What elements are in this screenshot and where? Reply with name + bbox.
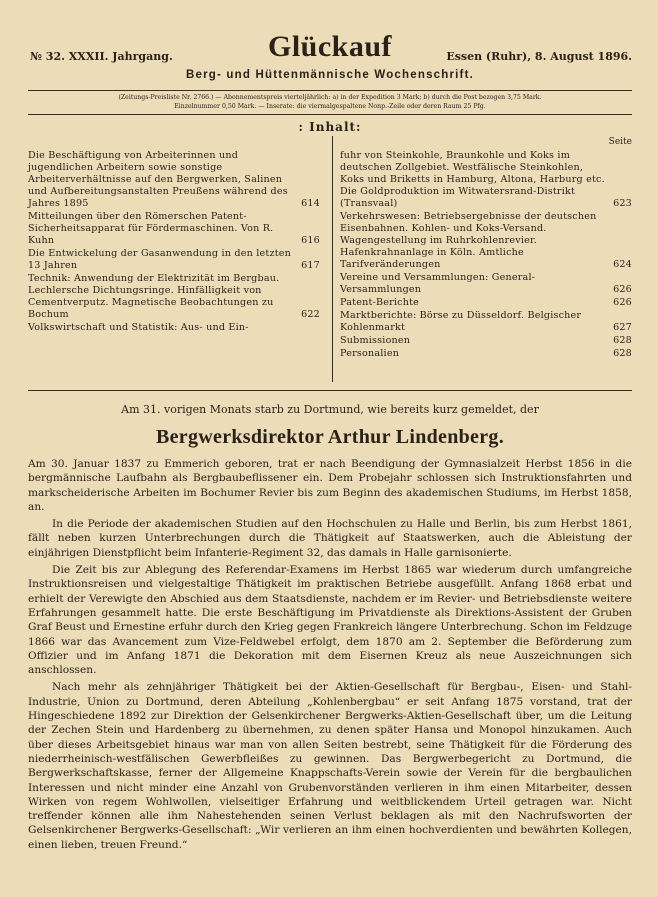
toc-entry bbox=[28, 150, 320, 210]
toc-entry bbox=[28, 322, 320, 334]
toc-entry bbox=[340, 335, 632, 347]
toc-entry bbox=[340, 211, 632, 271]
toc-entry-page: 628 bbox=[613, 348, 632, 359]
toc-entry-text: Die Beschäftigung von Arbeiterinnen und jugendlichen Arbeitern sowie sonstige Arbeiterverhältnisse auf den Bergwerken, Salinen und Aufbereitungsanstalten Preußens während des Jahres 1895 bbox=[28, 150, 288, 209]
toc-entry-text: fuhr von Steinkohle, Braunkohle und Koks im deutschen Zollgebiet. Westfälische Steinkohlen, Koks und Briketts in Hamburg, Altona, Harburg etc. Die Goldproduktion im Witwatersrand-Distrikt (Transvaal) bbox=[340, 150, 605, 209]
toc-heading: : Inhalt: bbox=[298, 120, 362, 134]
toc-entry-text: Patent-Berichte bbox=[340, 297, 420, 308]
toc-entry bbox=[340, 150, 632, 210]
toc-entry-text: Mitteilungen über den Römerschen Patent-Sicherheitsapparat für Fördermaschinen. Von R. Kuhn bbox=[28, 211, 274, 246]
toc-entry-text: Marktberichte: Börse zu Düsseldorf. Belgischer Kohlenmarkt bbox=[340, 310, 582, 333]
toc-entry-page: 626 bbox=[613, 297, 632, 308]
toc-entry bbox=[340, 272, 632, 296]
newspaper-title: Glückauf bbox=[267, 30, 393, 63]
subscription-line-2: Einzelnummer 0,50 Mark. — Inserate: die viermalgespaltene Nonp.-Zeile oder deren Raum 25 Pfg. bbox=[174, 103, 486, 110]
toc-entry-text: Personalien bbox=[340, 348, 400, 359]
toc-right-column bbox=[340, 136, 632, 361]
toc-entry-text: Volkswirtschaft und Statistik: Aus- und Ein- bbox=[28, 322, 249, 333]
obituary-title: Bergwerksdirektor Arthur Lindenberg. bbox=[155, 426, 505, 448]
toc-entry bbox=[28, 211, 320, 247]
subscription-line-1: (Zeitungs-Preisliste Nr. 2766.) — Abonnementspreis vierteljährlich: a) in der Expedition 3 Mark; b) durch die Post bezogen 3,75 Mark. bbox=[118, 94, 542, 101]
issue-number: № 32. XXXII. Jahrgang. bbox=[30, 50, 173, 63]
newspaper-subtitle: Berg- und Hüttenmännische Wochenschrift. bbox=[185, 69, 475, 81]
subscription-info bbox=[28, 90, 632, 115]
toc-entry-page: 617 bbox=[301, 260, 320, 271]
toc-entry-text: Technik: Anwendung der Elektrizität im Bergbau. Lechlersche Dichtungsringe. Hinfälligkeit von Cementverputz. Magnetische Beobachtungen zu Bochum bbox=[28, 273, 280, 320]
toc-entry bbox=[28, 273, 320, 321]
toc-entry-text: Submissionen bbox=[340, 335, 411, 346]
obituary-paragraph: Nach mehr als zehnjähriger Thätigkeit bei der Aktien-Gesellschaft für Bergbau-, Eisen- und Stahl-Industrie, Union zu Dortmund, deren Abteilung „Kohlenbergbau“ er seit Anfang 1875 vorstand, trat der Hingeschiedene 1892 zur Direktion der Gelsenkirchener Bergwerks-Aktien-Gesellschaft über, um die Leitung der Zechen Stein und Hardenberg zu übernehmen, zu denen später Hansa und Monopol hinzukamen. Auch über dieses Arbeitsgebiet hinaus war man von allen Seiten bestrebt, seine Thätigkeit für die Förderung des niederrheinisch-westfälischen Gewerbfleißes zu gewinnen. Das Bergwerbegericht zu Dortmund, die Bergwerkschaftskasse, ferner der Allgemeine Knappschafts-Verein sowie der Verein für die bergbaulichen Interessen und nicht minder eine Anzahl von Grubenvorständen verlieren in ihm einen Mitarbeiter, dessen Wirken von regem Wohlwollen, vielseitiger Erfahrung und weitblickendem Urteil getragen war. Nicht treffender können alle ihm Nahestehenden seinen Verlust beklagen als mit den Nachrufsworten der Gelsenkirchener Bergwerks-Gesellschaft: „Wir verlieren an ihm einen hochverdienten und bewährten Kollegen, einen lieben, treuen Freund.“ bbox=[28, 681, 632, 851]
obituary-paragraph: Die Zeit bis zur Ablegung des Referendar-Examens im Herbst 1865 war wiederum durch umfangreiche Instruktionsreisen und vielgestaltige Thätigkeit im praktischen Betriebe ausgefüllt. Anfang 1868 erbat und erhielt der Verewigte den Abschied aus dem Staatsdienste, nachdem er im Revier- und Betriebsdienste weitere Erfahrungen gesammelt hatte. Die erste Beschäftigung im Privatdienste als Direktions-Assistent der Gruben Graf Beust und Ernestine erfuhr durch den Krieg gegen Frankreich längere Unterbrechung. Schon im Feldzuge 1866 war das Avancement zum Vize-Feldwebel erfolgt, dem 1870 am 2. September die Beförderung zum Offizier und im Anfang 1871 die Dekoration mit dem Eisernen Kreuz als neue Auszeichnungen sich anschlossen. bbox=[28, 564, 632, 677]
toc-entry-page: 623 bbox=[613, 198, 632, 209]
obituary-paragraph: In die Periode der akademischen Studien auf den Hochschulen zu Halle und Berlin, bis zum Herbst 1861, fällt neben kurzen Unterbrechungen durch die Thätigkeit auf Staatswerken, auch die Ableistung der einjährigen Dienstpflicht beim Infanterie-Regiment 32, das damals in Halle garnisonierte. bbox=[28, 518, 632, 559]
toc-entry-page: 628 bbox=[613, 335, 632, 346]
toc-entry-text: Die Entwickelung der Gasanwendung in den letzten 13 Jahren bbox=[28, 248, 292, 271]
toc-column-divider bbox=[332, 136, 333, 382]
obituary-intro: Am 31. vorigen Monats starb zu Dortmund, wie bereits kurz gemeldet, der bbox=[121, 403, 539, 416]
toc-left-column bbox=[28, 136, 320, 335]
seite-label: Seite bbox=[608, 137, 632, 147]
obituary-body bbox=[28, 457, 632, 852]
place-date: Essen (Ruhr), 8. August 1896. bbox=[446, 50, 632, 63]
toc-entry-page: 627 bbox=[613, 322, 632, 333]
toc-entry-text: Vereine und Versammlungen: General-Versammlungen bbox=[340, 272, 536, 295]
toc-entry bbox=[28, 248, 320, 272]
toc-entry bbox=[340, 348, 632, 360]
toc-entry-page: 616 bbox=[301, 235, 320, 246]
toc-entry-page: 626 bbox=[613, 284, 632, 295]
masthead bbox=[28, 0, 632, 81]
table-of-contents bbox=[28, 136, 632, 391]
toc-entry-text: Verkehrswesen: Betriebsergebnisse der deutschen Eisenbahnen. Kohlen- und Koks-Versand. Wagengestellung im Ruhrkohlenrevier. Hafenkrahnanlage in Köln. Amtliche Tarifveränderungen bbox=[340, 211, 597, 270]
toc-entry-page: 614 bbox=[301, 198, 320, 209]
toc-entry bbox=[340, 297, 632, 309]
toc-entry bbox=[340, 310, 632, 334]
toc-entry-page: 624 bbox=[613, 259, 632, 270]
obituary-paragraph: Am 30. Januar 1837 zu Emmerich geboren, trat er nach Beendigung der Gymnasialzeit Herbst 1856 in die bergmännische Laufbahn als Bergbaubeflissener ein. Dem Probejahr schlossen sich Instruktionsfahrten und markscheiderische Arbeiten im Bochumer Revier bis zum Beginn des akademischen Studiums, im Herbst 1858, an. bbox=[28, 458, 632, 513]
toc-entry-page: 622 bbox=[301, 309, 320, 320]
